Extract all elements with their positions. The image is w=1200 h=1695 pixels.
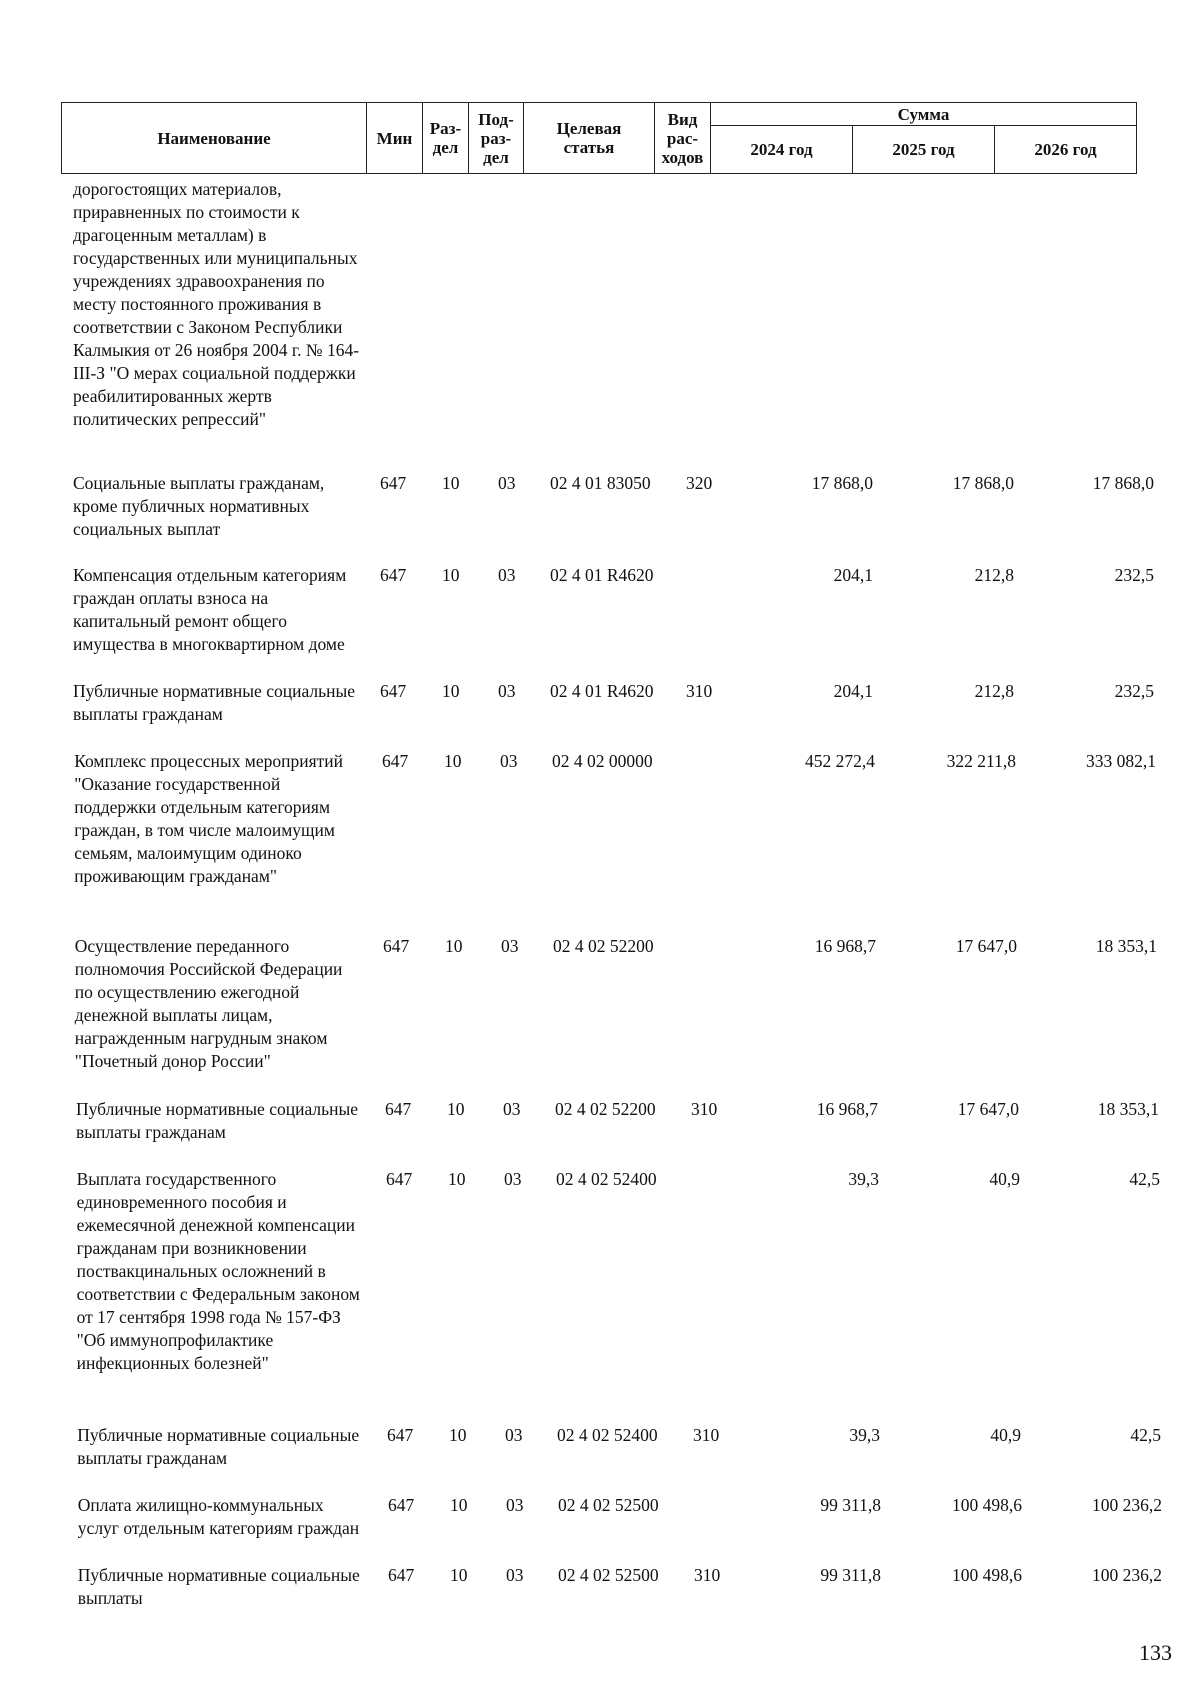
row-podrazdel: 03: [506, 1495, 524, 1515]
header-tselevaya-statya: Целевая статья: [524, 103, 655, 174]
header-vid-raskhodov: Вид рас- ходов: [655, 103, 711, 174]
row-sum-2024: 39,3: [848, 1169, 879, 1189]
row-sum-2024: 204,1: [833, 681, 873, 701]
row-sum-2024: 17 868,0: [811, 473, 873, 493]
header-year-2025: 2025 год: [853, 126, 995, 174]
row-name: Комплекс процессных мероприятий "Оказание государственной поддержки отдельным категориям граждан, в том числе малоимущим семьям, малоимущим одиноко проживающим гражданам": [74, 751, 344, 886]
row-tselevaya-statya: 02 4 01 R4620: [550, 681, 654, 701]
row-razdel: 10: [442, 681, 460, 701]
row-sum-2024: 16 968,7: [816, 1099, 878, 1119]
row-tselevaya-statya: 02 4 02 52500: [558, 1565, 659, 1585]
row-name: Выплата государственного единовременного пособия и ежемесячной денежной компенсации гражданам при возникновении поствакцинальных осложнений в соответствии с Федеральным законом от 17 сентября 1998 года № 157-ФЗ "Об иммунопрофилактике инфекционных болезней": [76, 1169, 360, 1373]
row-podrazdel: 03: [504, 1169, 522, 1189]
row-name: Публичные нормативные социальные выплаты гражданам: [76, 1099, 358, 1142]
row-tselevaya-statya: 02 4 02 52400: [556, 1169, 657, 1189]
row-sum-2026: 100 236,2: [1092, 1495, 1162, 1515]
row-podrazdel: 03: [498, 565, 516, 585]
row-sum-2024: 39,3: [849, 1425, 880, 1445]
row-tselevaya-statya: 02 4 02 52200: [553, 936, 654, 956]
row-sum-2026: 18 353,1: [1097, 1099, 1159, 1119]
row-razdel: 10: [444, 751, 462, 771]
row-min: 647: [387, 1425, 414, 1445]
row-sum-2024: 99 311,8: [820, 1495, 881, 1515]
row-sum-2025: 17 868,0: [952, 473, 1014, 493]
row-min: 647: [386, 1169, 413, 1189]
row-name: Компенсация отдельным категориям граждан оплаты взноса на капитальный ремонт общего имущества в многоквартирном доме: [73, 565, 347, 654]
row-tselevaya-statya: 02 4 02 52500: [558, 1495, 659, 1515]
row-podrazdel: 03: [503, 1099, 521, 1119]
row-sum-2025: 212,8: [974, 681, 1014, 701]
row-razdel: 10: [449, 1425, 467, 1445]
row-name: дорогостоящих материалов, приравненных по стоимости к драгоценным металлам) в государственных или муниципальных учреждениях здравоохранения по месту постоянного проживания в соответствии с Законом Республики Калмыкия от 26 ноября 2004 г. № 164-III-З "О мерах социальной поддержки реабилитированных жертв политических репрессий": [73, 179, 360, 429]
row-tselevaya-statya: 02 4 02 52400: [557, 1425, 658, 1445]
row-razdel: 10: [442, 473, 460, 493]
row-sum-2025: 212,8: [974, 565, 1014, 585]
row-min: 647: [382, 751, 409, 771]
row-razdel: 10: [450, 1495, 468, 1515]
header-name: Наименование: [62, 103, 367, 174]
row-min: 647: [380, 473, 407, 493]
row-sum-2026: 333 082,1: [1086, 751, 1156, 771]
row-min: 647: [388, 1565, 415, 1585]
row-sum-2025: 322 211,8: [946, 751, 1016, 771]
header-min: Мин: [367, 103, 423, 174]
row-sum-2025: 100 498,6: [952, 1565, 1022, 1585]
row-tselevaya-statya: 02 4 02 00000: [552, 751, 653, 771]
row-sum-2024: 99 311,8: [820, 1565, 881, 1585]
row-name: Осуществление переданного полномочия Российской Федерации по осуществлению ежегодной денежной выплаты лицам, награжденным нагрудным знаком "Почетный донор России": [74, 936, 343, 1071]
row-razdel: 10: [448, 1169, 466, 1189]
row-vid-raskhodov: 310: [686, 681, 713, 701]
row-podrazdel: 03: [506, 1565, 524, 1585]
row-vid-raskhodov: 310: [691, 1099, 718, 1119]
row-min: 647: [385, 1099, 412, 1119]
row-podrazdel: 03: [500, 751, 518, 771]
row-razdel: 10: [450, 1565, 468, 1585]
row-podrazdel: 03: [505, 1425, 523, 1445]
row-min: 647: [380, 565, 407, 585]
row-podrazdel: 03: [501, 936, 519, 956]
row-sum-2024: 204,1: [833, 565, 873, 585]
header-razdel: Раз- дел: [423, 103, 469, 174]
header-podrazdel: Под- раз- дел: [469, 103, 524, 174]
row-sum-2025: 100 498,6: [952, 1495, 1022, 1515]
header-summa: Сумма: [711, 103, 1137, 126]
row-name: Публичные нормативные социальные выплаты: [77, 1565, 360, 1608]
row-sum-2024: 16 968,7: [814, 936, 876, 956]
row-sum-2026: 42,5: [1130, 1425, 1161, 1445]
row-sum-2026: 42,5: [1129, 1169, 1160, 1189]
row-vid-raskhodov: 310: [694, 1565, 721, 1585]
row-sum-2026: 18 353,1: [1095, 936, 1157, 956]
row-name: Публичные нормативные социальные выплаты гражданам: [73, 681, 355, 724]
row-name: Оплата жилищно-коммунальных услуг отдельным категориям граждан: [77, 1495, 360, 1538]
row-vid-raskhodov: 310: [693, 1425, 720, 1445]
row-name: Публичные нормативные социальные выплаты гражданам: [77, 1425, 360, 1468]
row-razdel: 10: [445, 936, 463, 956]
row-sum-2025: 40,9: [989, 1169, 1020, 1189]
row-min: 647: [380, 681, 407, 701]
row-vid-raskhodov: 320: [686, 473, 713, 493]
row-min: 647: [388, 1495, 415, 1515]
row-sum-2025: 17 647,0: [957, 1099, 1019, 1119]
row-tselevaya-statya: 02 4 01 R4620: [550, 565, 654, 585]
row-razdel: 10: [447, 1099, 465, 1119]
row-sum-2025: 17 647,0: [955, 936, 1017, 956]
row-sum-2026: 232,5: [1114, 681, 1154, 701]
row-sum-2026: 17 868,0: [1092, 473, 1154, 493]
row-sum-2024: 452 272,4: [805, 751, 875, 771]
row-name: Социальные выплаты гражданам, кроме публичных нормативных социальных выплат: [73, 473, 325, 539]
row-min: 647: [383, 936, 410, 956]
row-podrazdel: 03: [498, 473, 516, 493]
row-tselevaya-statya: 02 4 02 52200: [555, 1099, 656, 1119]
row-tselevaya-statya: 02 4 01 83050: [550, 473, 651, 493]
header-year-2024: 2024 год: [711, 126, 853, 174]
row-razdel: 10: [442, 565, 460, 585]
row-sum-2026: 100 236,2: [1092, 1565, 1162, 1585]
page-number: 133: [1139, 1640, 1172, 1665]
row-podrazdel: 03: [498, 681, 516, 701]
row-sum-2026: 232,5: [1114, 565, 1154, 585]
row-sum-2025: 40,9: [990, 1425, 1021, 1445]
header-year-2026: 2026 год: [995, 126, 1137, 174]
